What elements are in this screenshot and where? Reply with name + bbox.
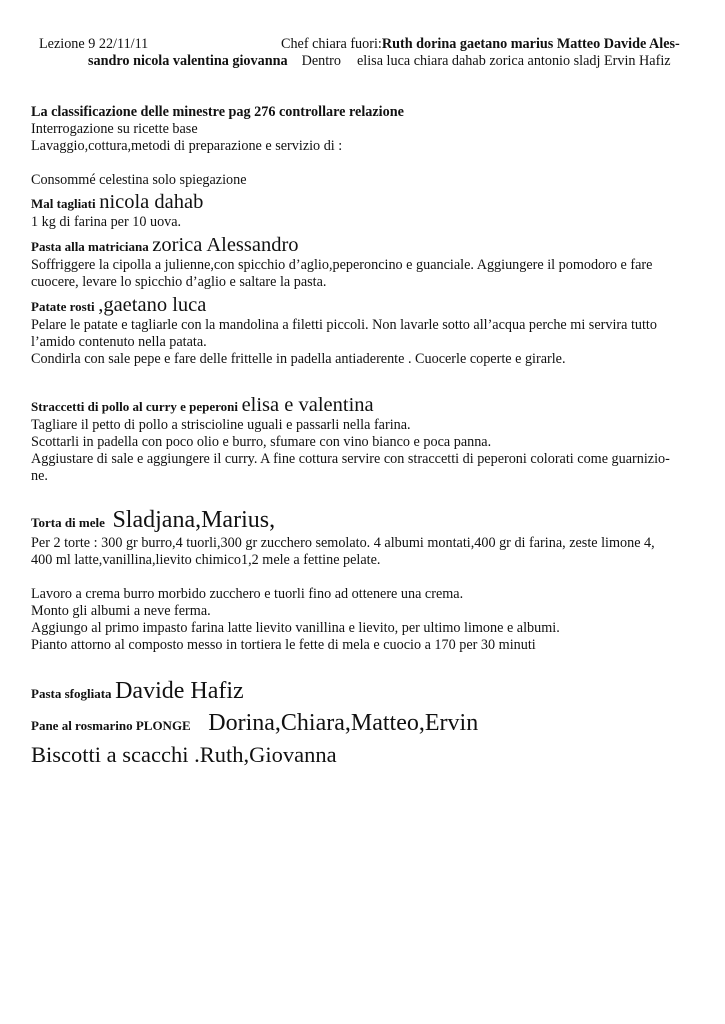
dish-title: Torta di mele [31,515,105,530]
recipe-line: Aggiungo al primo impasto farina latte lievito vanillina e lievito, per ultimo limone e albumi. [31,620,560,636]
dish-rosti [31,295,695,317]
dish-torta [31,508,695,535]
dish-biscotti: Biscotti a scacchi .Ruth,Giovanna [31,742,337,767]
outside-names-1: Ruth dorina gaetano marius Matteo Davide Ales- [381,36,680,52]
intro-line: Lavaggio,cottura,metodi di preparazione e servizio di : [31,138,343,154]
lesson-date: Lezione 9 22/11/11 [39,36,149,52]
recipe-line: l’amido contenuto nella patata. [31,334,207,350]
header-line-2 [88,53,695,70]
dish-students: zorica Alessandro [152,234,299,256]
inside-names: elisa luca chiara dahab zorica antonio sladj Ervin Hafiz [357,53,671,69]
recipe-line: Scottarli in padella con poco olio e burro, sfumare con vino bianco e poca panna. [31,434,492,450]
dish-title: Pane al rosmarino PLONGE [31,718,191,733]
dish-sfogliata [31,678,695,707]
recipe-line: Aggiustare di sale e aggiungere il curry. A fine cottura servire con straccetti di peperoni colorati come guarnizio- [31,451,670,467]
recipe-line: ne. [31,468,48,484]
dish-students: elisa e valentina [241,394,374,416]
recipe-line: Pianto attorno al composto messo in tortiera le fette di mela e cuocio a 170 per 30 minuti [31,637,536,653]
dish-title: Patate rosti [31,299,95,314]
dish-students: Sladjana,Marius, [112,507,276,533]
recipe-line: Monto gli albumi a neve ferma. [31,603,211,619]
recipe-line: Pelare le patate e tagliarle con la mandolina a filetti piccoli. Non lavarle sotto all’acqua perche mi servira tutto [31,317,657,333]
outside-names-2: sandro nicola valentina giovanna [88,53,288,69]
recipe-line: Lavoro a crema burro morbido zucchero e tuorli fino ad ottenere una crema. [31,586,464,602]
recipe-line: 400 ml latte,vanillina,lievito chimico1,2 mele a fettine pelate. [31,552,381,568]
document-page [31,36,695,769]
dish-students: nicola dahab [99,191,204,213]
dish-title: Pasta sfogliata [31,686,112,701]
dish-maltagliati [31,192,695,214]
recipe-line: Per 2 torte : 300 gr burro,4 tuorli,300 gr zucchero semolato. 4 albumi montati,400 gr di farina, zeste limone 4, [31,535,655,551]
recipe-line: Tagliare il petto di pollo a striscioline uguali e passarli nella farina. [31,417,411,433]
dish-students: Dorina,Chiara,Matteo,Ervin [208,710,479,736]
header-line-1 [39,36,695,53]
recipe-line: Soffriggere la cipolla a julienne,con spicchio d’aglio,peperoncino e guanciale. Aggiungere il pomodoro e fare [31,257,653,273]
dish-students: ,gaetano luca [98,294,207,316]
dish-title: Straccetti di pollo al curry e peperoni [31,399,239,414]
inside-label: Dentro [301,53,341,69]
intro-line: Interrogazione su ricette base [31,121,198,137]
intro-section [31,104,695,189]
dish-straccetti [31,395,695,417]
chef-out-label: Chef chiara fuori: [281,36,382,52]
dish-matriciana [31,235,695,257]
recipe-line: Condirla con sale pepe e fare delle frittelle in padella antiaderente . Cuocerle coperte e girarle. [31,351,566,367]
consomme-line: Consommé celestina solo spiegazione [31,172,247,188]
recipe-line: cuocere, levare lo spicchio d’aglio e saltare la pasta. [31,274,327,290]
dish-rosmarino [31,710,695,739]
section-title: La classificazione delle minestre pag 276 controllare relazione [31,104,404,120]
dish-students: Davide Hafiz [115,678,244,704]
dish-title: Pasta alla matriciana [31,239,149,254]
dish-title: Mal tagliati [31,196,96,211]
recipe-line: 1 kg di farina per 10 uova. [31,214,182,230]
